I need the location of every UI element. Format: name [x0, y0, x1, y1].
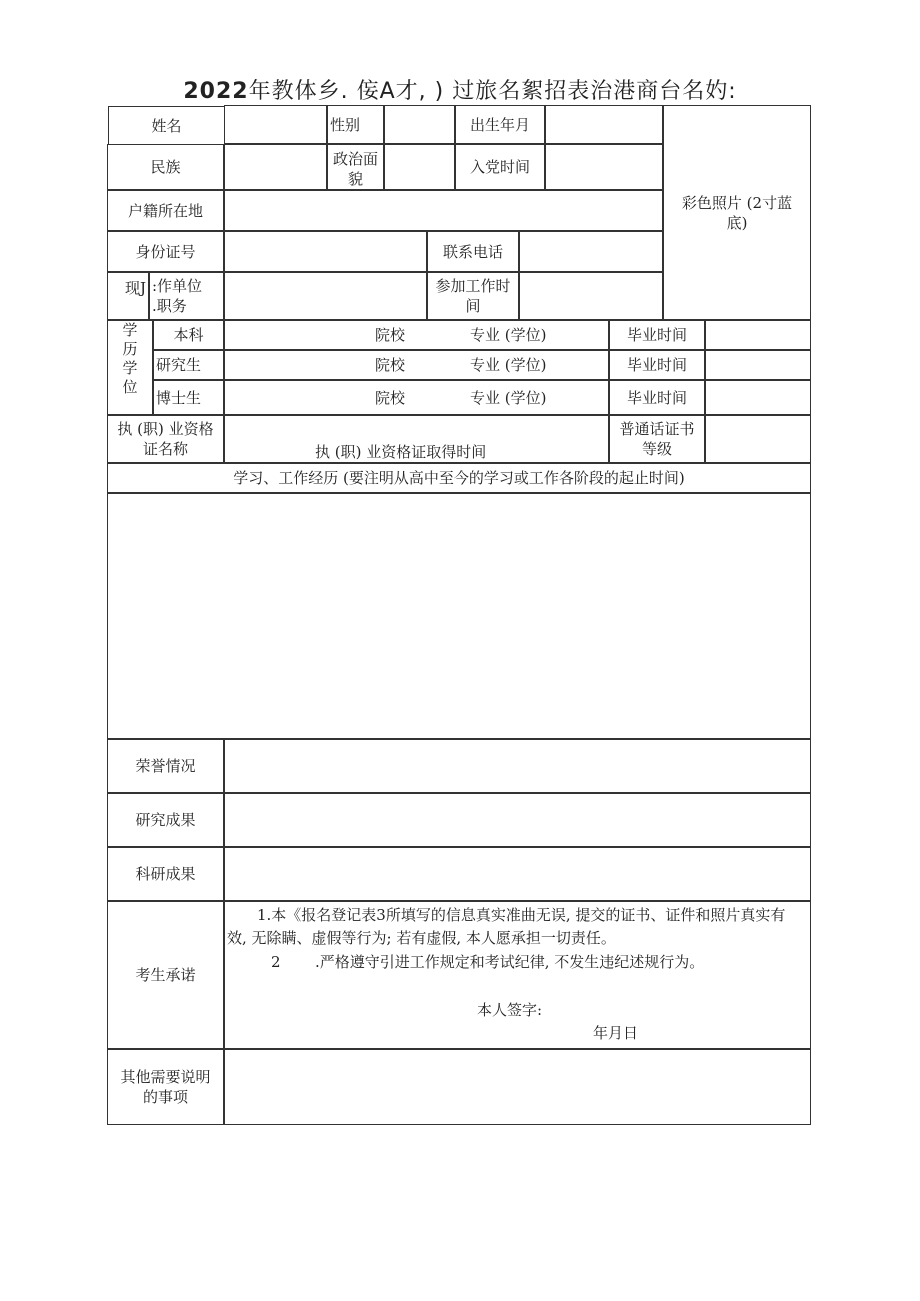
edu-doctor-info[interactable] [224, 380, 609, 415]
title-year: 2022 [183, 79, 249, 104]
work-post-text: .职务 [152, 297, 187, 315]
hukou-field[interactable] [224, 190, 663, 231]
political-label: 政治面貌 [327, 144, 384, 190]
date-label: 年月日 [593, 1024, 639, 1042]
edu-level-master: 研究生 [153, 350, 224, 380]
mandarin-field[interactable] [705, 415, 811, 463]
pledge-line-1: 1.本《报名登记表3所填写的信息真实准曲无误, 提交的证书、证件和照片真实有效, 无除瞒、虚假等行为; 若有虚假, 本人愿承担一切责任。 [227, 906, 786, 947]
work-field[interactable] [224, 272, 427, 320]
registration-form [108, 106, 812, 1126]
grad-label: 毕业时间 [609, 320, 705, 350]
grad-label: 毕业时间 [609, 380, 705, 415]
name-label: 姓名 [108, 106, 225, 145]
political-field[interactable] [384, 144, 455, 190]
grad-field[interactable] [705, 320, 811, 350]
photo-box[interactable]: 彩色照片 (2寸蓝底) [663, 105, 811, 320]
edu-bachelor-info[interactable] [224, 320, 609, 350]
mandarin-label: 普通话证书等级 [609, 415, 705, 463]
party-label: 入党时间 [455, 144, 545, 190]
honors-field[interactable] [224, 739, 811, 793]
ethnicity-field[interactable] [224, 144, 327, 190]
title-text: 年教体乡. 侫A才, ) 过旅名絮招表治港商台名妁: [248, 79, 737, 104]
hukou-label: 户籍所在地 [107, 190, 224, 231]
cert-name-label: 执 (职) 业资格证名称 [107, 415, 224, 463]
grad-field[interactable] [705, 350, 811, 380]
pledge-line-2: .严格遵守引进工作规定和考试纪律, 不发生违纪述规行为。 [315, 953, 705, 971]
work-label-b [149, 272, 224, 320]
edu-level-bachelor: 本科 [153, 320, 224, 350]
join-work-field[interactable] [519, 272, 663, 320]
pledge-label: 考生承诺 [107, 901, 224, 1049]
gender-field[interactable] [384, 105, 455, 144]
school-label: 院校 [375, 389, 406, 407]
history-field[interactable] [107, 493, 811, 739]
edu-level-doctor: 博士生 [153, 380, 224, 415]
honors-label: 荣誉情况 [107, 739, 224, 793]
join-work-label: 参加工作时间 [427, 272, 519, 320]
sci-label: 科研成果 [107, 847, 224, 901]
work-label-a: 现J [107, 272, 149, 320]
signature-label: 本人签字: [477, 1001, 543, 1019]
id-label: 身份证号 [107, 231, 224, 272]
school-label: 院校 [375, 326, 406, 344]
birth-field[interactable] [545, 105, 663, 144]
work-unit-text: :作单位 [152, 277, 203, 295]
phone-label: 联系电话 [427, 231, 519, 272]
major-label: 专业 (学位) [470, 389, 547, 407]
gender-label: 性别 [327, 105, 384, 144]
phone-field[interactable] [519, 231, 663, 272]
ethnicity-label: 民族 [107, 144, 224, 190]
sci-field[interactable] [224, 847, 811, 901]
major-label: 专业 (学位) [470, 356, 547, 374]
edu-group-label: 学历学位 [107, 320, 153, 415]
history-label: 学习、工作经历 (要注明从高中至今的学习或工作各阶段的起止时间) [107, 463, 811, 493]
research-label: 研究成果 [107, 793, 224, 847]
cert-time-label: 执 (职) 业资格证取得时间 [315, 443, 487, 461]
grad-label: 毕业时间 [609, 350, 705, 380]
other-label: 其他需要说明的事项 [107, 1049, 224, 1125]
form-title [0, 74, 920, 105]
id-field[interactable] [224, 231, 427, 272]
pledge-body [224, 901, 811, 1049]
major-label: 专业 (学位) [470, 326, 547, 344]
school-label: 院校 [375, 356, 406, 374]
cert-info[interactable] [224, 415, 609, 463]
edu-master-info[interactable] [224, 350, 609, 380]
other-field[interactable] [224, 1049, 811, 1125]
name-field[interactable] [224, 105, 327, 144]
party-field[interactable] [545, 144, 663, 190]
pledge-line-2-num: 2 [271, 953, 281, 971]
grad-field[interactable] [705, 380, 811, 415]
birth-label: 出生年月 [455, 105, 545, 144]
research-field[interactable] [224, 793, 811, 847]
